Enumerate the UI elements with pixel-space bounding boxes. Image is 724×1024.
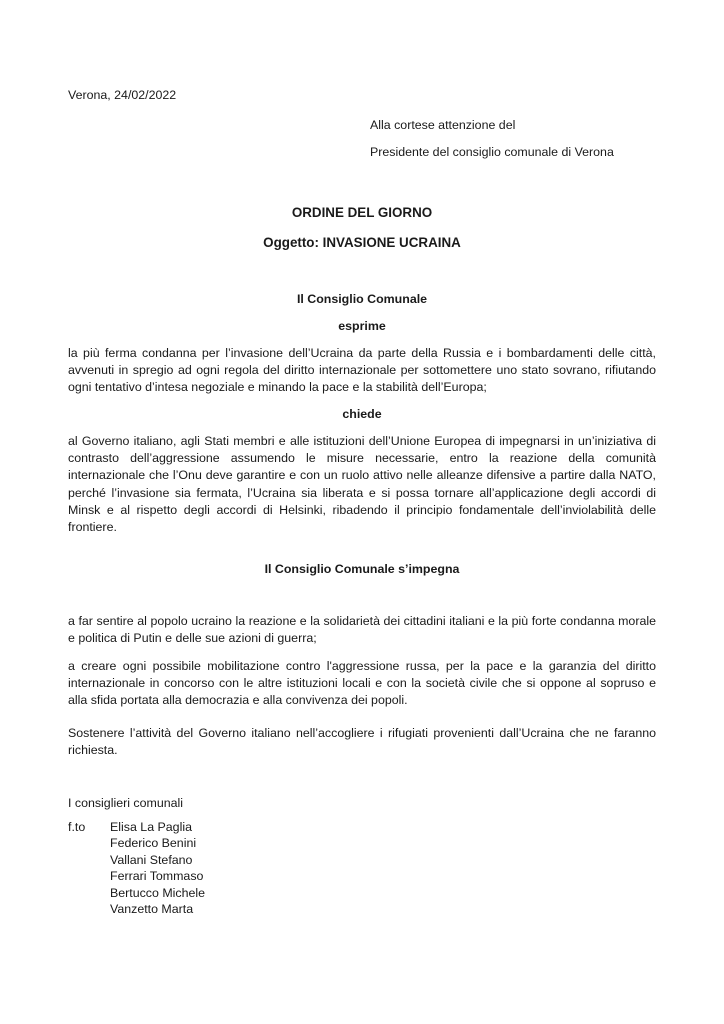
signature-prefix: f.to [68, 820, 86, 834]
date-line: Verona, 24/02/2022 [68, 88, 177, 102]
signatory-name: Ferrari Tommaso [110, 869, 204, 884]
council-label: Il Consiglio Comunale [296, 292, 428, 306]
signature-list [110, 819, 205, 917]
paragraph-chiede: al Governo italiano, agli Stati membri e alle istituzioni dell’Unione Europea di impegnarsi in un’iniziativa di contrasto dell’aggressione assumendo le misure necessarie, entro la reazione della comunità internazionale che l’Onu deve garantire e con un ruolo attivo nelle alleanze difensive a partire dalla NATO, perché l’invasione sia fermata, l’Ucraina sia liberata e si possa tornare all’applicazione degli accordi di Minsk e al rispetto degli accordi di Helsinki, ribadendo il principio fondamentale dell’inviolabilità delle frontiere. [68, 434, 656, 535]
document-subject: Oggetto: INVASIONE UCRAINA [263, 235, 461, 250]
recipient-line-1: Alla cortese attenzione del [370, 118, 516, 132]
document-title: ORDINE DEL GIORNO [291, 205, 433, 220]
paragraph-esprime: la più ferma condanna per l’invasione dell’Ucraina da parte della Russia e i bombardamenti delle città, avvenuti in spregio ad ogni regola del diritto internazionale per sottomettere uno stato sovrano, rifiutando ogni tentativo d’intesa negoziale e minando la pace e la stabilità dell’Europa; [68, 346, 656, 395]
recipient-line-2: Presidente del consiglio comunale di Verona [370, 145, 614, 159]
signatory-name: Vallani Stefano [110, 852, 193, 867]
paragraph-commit-1: a far sentire al popolo ucraino la reazione e la solidarietà dei cittadini italiani e la più forte condanna morale e politica di Putin e delle sue azioni di guerra; [68, 614, 656, 646]
paragraph-refugees: Sostenere l’attività del Governo italiano nell’accogliere i rifugiati provenienti dall’Ucraina che ne faranno richiesta. [68, 726, 656, 758]
signatory-name: Vanzetto Marta [110, 902, 194, 917]
signatory-name: Elisa La Paglia [110, 820, 192, 834]
verb-chiede: chiede [342, 407, 382, 421]
council-commits-heading: Il Consiglio Comunale s’impegna [264, 562, 460, 576]
signatory-name: Federico Benini [110, 836, 197, 851]
signatory-name: Bertucco Michele [110, 885, 206, 900]
paragraph-commit-2: a creare ogni possibile mobilitazione contro l'aggressione russa, per la pace e la garanzia del diritto internazionale in concorso con le altre istituzioni locali e con la società civile che si oppone al sopruso e alla sfida portata alla democrazia e alla convivenza dei popoli. [68, 659, 656, 708]
signatures-label: I consiglieri comunali [68, 796, 184, 810]
verb-esprime: esprime [338, 319, 386, 333]
